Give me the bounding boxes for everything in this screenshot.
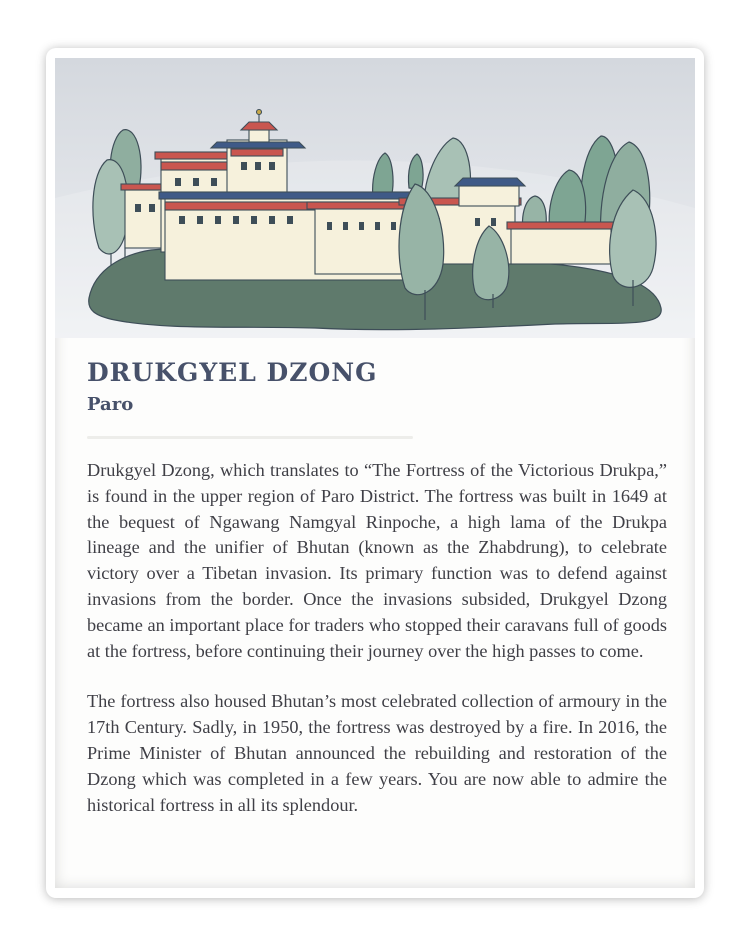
dzong-fortress-icon bbox=[55, 58, 695, 338]
info-card bbox=[46, 48, 704, 898]
description-paragraph: The fortress also housed Bhutan’s most celebrated collection of armoury in the 17th Century. Sadly, in 1950, the fortress was destroyed by a fire. In 2016, the Prime Minister of Bhutan announced the rebuilding and restoration of the Dzong which was completed in a few years. You are now able to admire the historical fortress in all its splendour. bbox=[87, 691, 667, 815]
description bbox=[87, 458, 667, 843]
description-paragraph: Drukgyel Dzong, which translates to “The Fortress of the Victorious Drukpa,” is found in the upper region of Paro District. The fortress was built in 1649 at the bequest of Ngawang Namgyal Rinpoche, a high lama of the Drukpa lineage and the unifier of Bhutan (known as the Zhabdrung), to celebrate victory over a Tibetan invasion. Its primary function was to defend against invasions from the border. Once the invasions subsided, Drukgyel Dzong became an important place for traders who stopped their caravans full of goods at the fortress, before continuing their journey over the high passes to come. bbox=[87, 460, 667, 661]
title-divider bbox=[87, 436, 413, 439]
dzong-fortress-illustration bbox=[55, 58, 695, 338]
location-subtitle: Paro bbox=[87, 394, 134, 415]
card-panel bbox=[55, 58, 695, 888]
page-title: DRUKGYEL DZONG bbox=[87, 358, 378, 387]
